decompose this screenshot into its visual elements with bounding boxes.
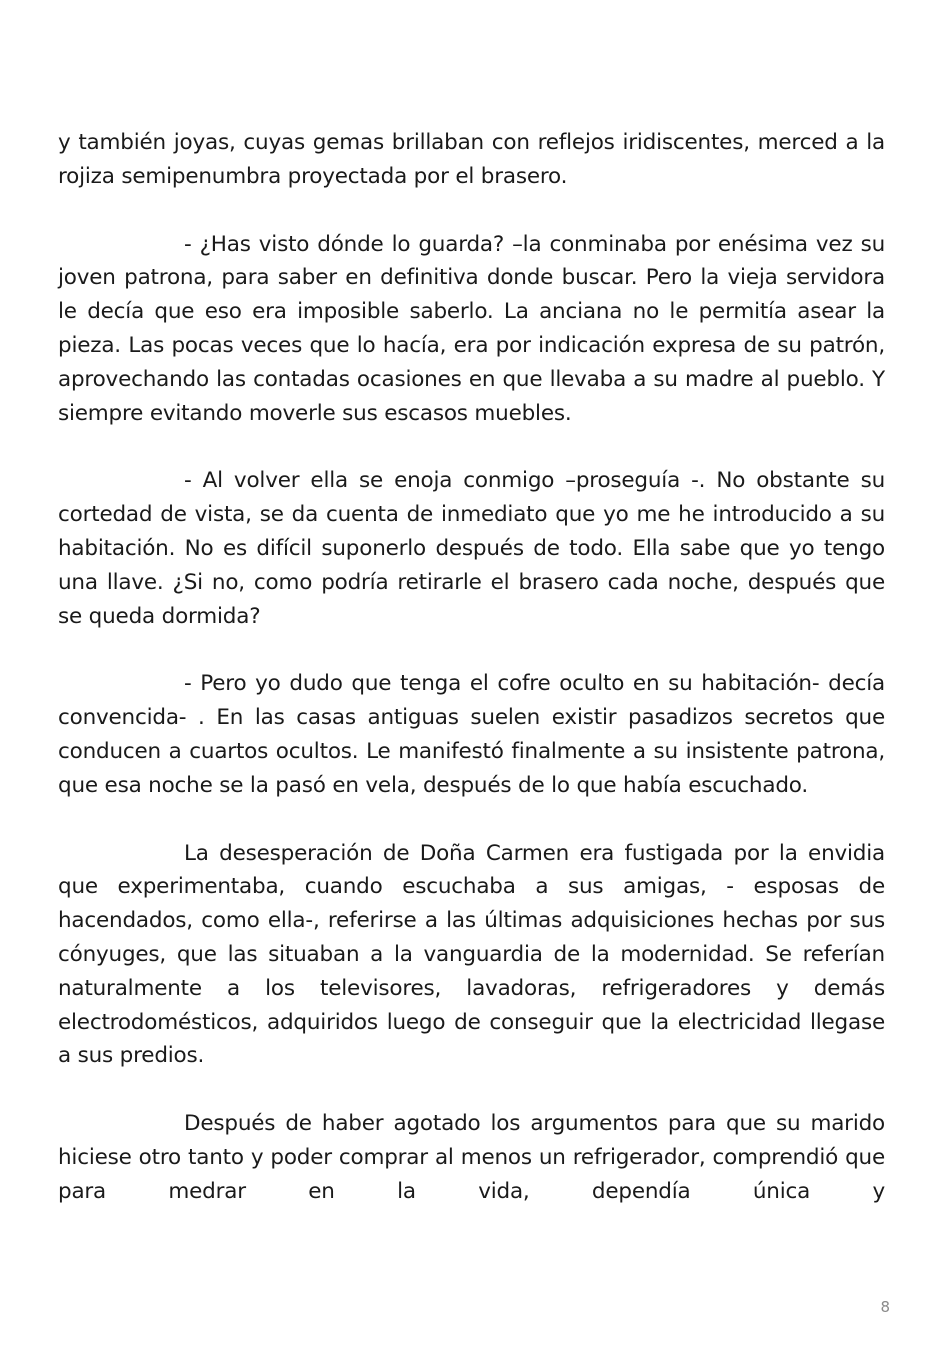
paragraph-1: y también joyas, cuyas gemas brillaban con reflejos iridiscentes, merced a la rojiza semipenumbra proyectada por el brasero. (58, 130, 885, 189)
paragraph-2: - ¿Has visto dónde lo guarda? –la conminaba por enésima vez su joven patrona, para saber en definitiva donde buscar. Pero la vieja servidora le decía que eso era imposible saberlo. La anciana no le permitía asear la pieza. Las pocas veces que lo hacía, era por indicación expresa de su patrón, aprovechando las contadas ocasiones en que llevaba a su madre al pueblo. Y siempre evitando moverle sus escasos muebles. (58, 231, 885, 426)
page-body (58, 126, 885, 1243)
paragraph-4: - Pero yo dudo que tenga el cofre oculto en su habitación- decía convencida- . En las casas antiguas suelen existir pasadizos secretos que conducen a cuartos ocultos. Le manifestó finalmente a su insistente patrona, que esa noche se la pasó en vela, después de lo que había escuchado. (58, 671, 885, 798)
paragraph-3: - Al volver ella se enoja conmigo –proseguía -. No obstante su cortedad de vista, se da cuenta de inmediato que yo me he introducido a su habitación. No es difícil suponerlo después de todo. Ella sabe que yo tengo una llave. ¿Si no, como podría retirarle el brasero cada noche, después que se queda dormida? (58, 468, 885, 629)
paragraph-5: La desesperación de Doña Carmen era fustigada por la envidia que experimentaba, cuando escuchaba a sus amigas, - esposas de hacendados, como ella-, referirse a las últimas adquisiciones hechas por sus cónyuges, que las situaban a la vanguardia de la modernidad. Se referían naturalmente a los televisores, lavadoras, refrigeradores y demás electrodomésticos, adquiridos luego de conseguir que la electricidad llegase a sus predios. (58, 840, 885, 1069)
page-number: 8 (880, 1298, 890, 1316)
paragraph-6: Después de haber agotado los argumentos para que su marido hiciese otro tanto y poder comprar al menos un refrigerador, comprendió que para medrar en la vida, dependía única y (58, 1111, 885, 1204)
